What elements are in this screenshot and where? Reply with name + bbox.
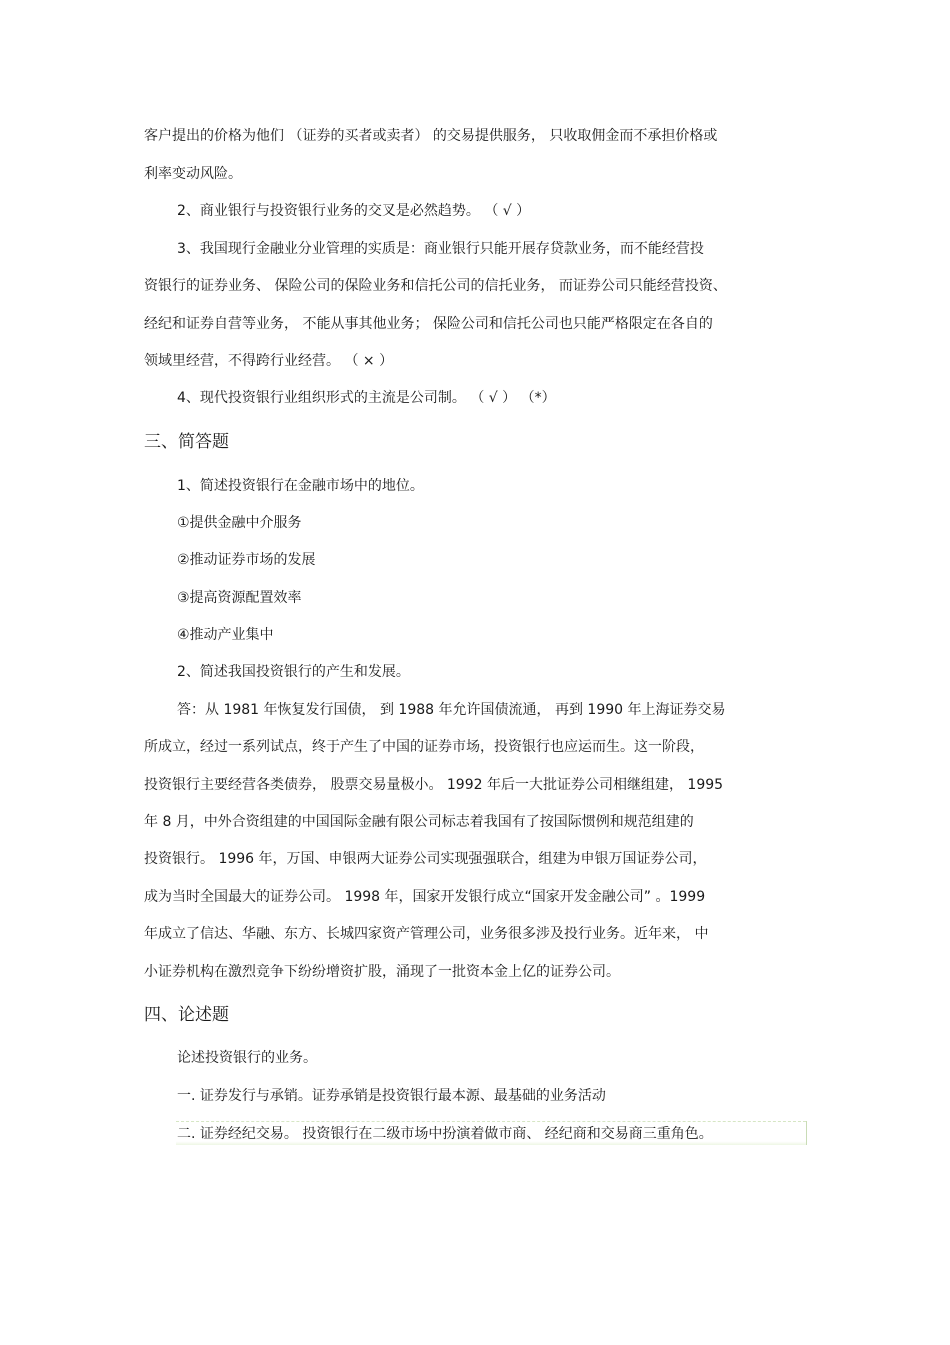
answer-line: 所成立，经过一系列试点，终于产生了中国的证券市场，投资银行也应运而生。这一阶段，	[144, 739, 704, 755]
judgement-item-2: 2、商业银行与投资银行业务的交叉是必然趋势。 （ √ ）	[177, 203, 531, 219]
essay-question: 论述投资银行的业务。	[177, 1050, 317, 1066]
question-2: 2、简述我国投资银行的产生和发展。	[177, 664, 410, 680]
answer-line: 答：从 1981 年恢复发行国债， 到 1988 年允许国债流通， 再到 1990 年上海证券交易	[177, 702, 726, 718]
dashed-rule	[176, 1121, 806, 1122]
essay-point-1: 一. 证券发行与承销。证券承销是投资银行最本源、最基础的业务活动	[177, 1088, 606, 1104]
answer-line: 年 8 月，中外合资组建的中国国际金融有限公司标志着我国有了按国际惯例和规范组建的	[144, 814, 694, 830]
answer-line: 小证券机构在激烈竞争下纷纷增资扩股，涌现了一批资本金上亿的证券公司。	[144, 964, 620, 980]
paragraph-line: 客户提出的价格为他们 （证券的买者或卖者） 的交易提供服务， 只收取佣金而不承担价格或	[144, 128, 718, 144]
section-heading-essay: 四、论述题	[144, 1005, 229, 1025]
list-item: ④推动产业集中	[177, 627, 274, 643]
question-1: 1、简述投资银行在金融市场中的地位。	[177, 478, 424, 494]
paragraph-line: 领域里经营，不得跨行业经营。 （ × ）	[144, 353, 394, 369]
essay-point-2: 二. 证券经纪交易。 投资银行在二级市场中扮演着做市商、 经纪商和交易商三重角色。	[177, 1126, 713, 1142]
judgement-item-3: 3、我国现行金融业分业管理的实质是：商业银行只能开展存贷款业务，而不能经营投	[177, 241, 704, 257]
list-item: ①提供金融中介服务	[177, 515, 302, 531]
section-heading-short-answer: 三、简答题	[144, 432, 229, 452]
answer-line: 年成立了信达、华融、东方、长城四家资产管理公司，业务很多涉及投行业务。近年来， 中	[144, 926, 709, 942]
list-item: ③提高资源配置效率	[177, 590, 302, 606]
answer-line: 投资银行主要经营各类债券， 股票交易量极小。 1992 年后一大批证券公司相继组建， 1995	[144, 777, 724, 793]
judgement-item-4: 4、现代投资银行业组织形式的主流是公司制。 （ √ ） （*）	[177, 390, 556, 406]
answer-line: 成为当时全国最大的证券公司。 1998 年，国家开发银行成立“国家开发金融公司” 。1999	[144, 889, 706, 905]
paragraph-line: 经纪和证券自营等业务， 不能从事其他业务； 保险公司和信托公司也只能严格限定在各自的	[144, 316, 713, 332]
list-item: ②推动证券市场的发展	[177, 552, 316, 568]
paragraph-line: 利率变动风险。	[144, 166, 242, 182]
answer-line: 投资银行。 1996 年，万国、申银两大证券公司实现强强联合，组建为申银万国证券公司，	[144, 851, 707, 867]
paragraph-line: 资银行的证券业务、 保险公司的保险业务和信托公司的信托业务， 而证券公司只能经营投资、	[144, 278, 727, 294]
